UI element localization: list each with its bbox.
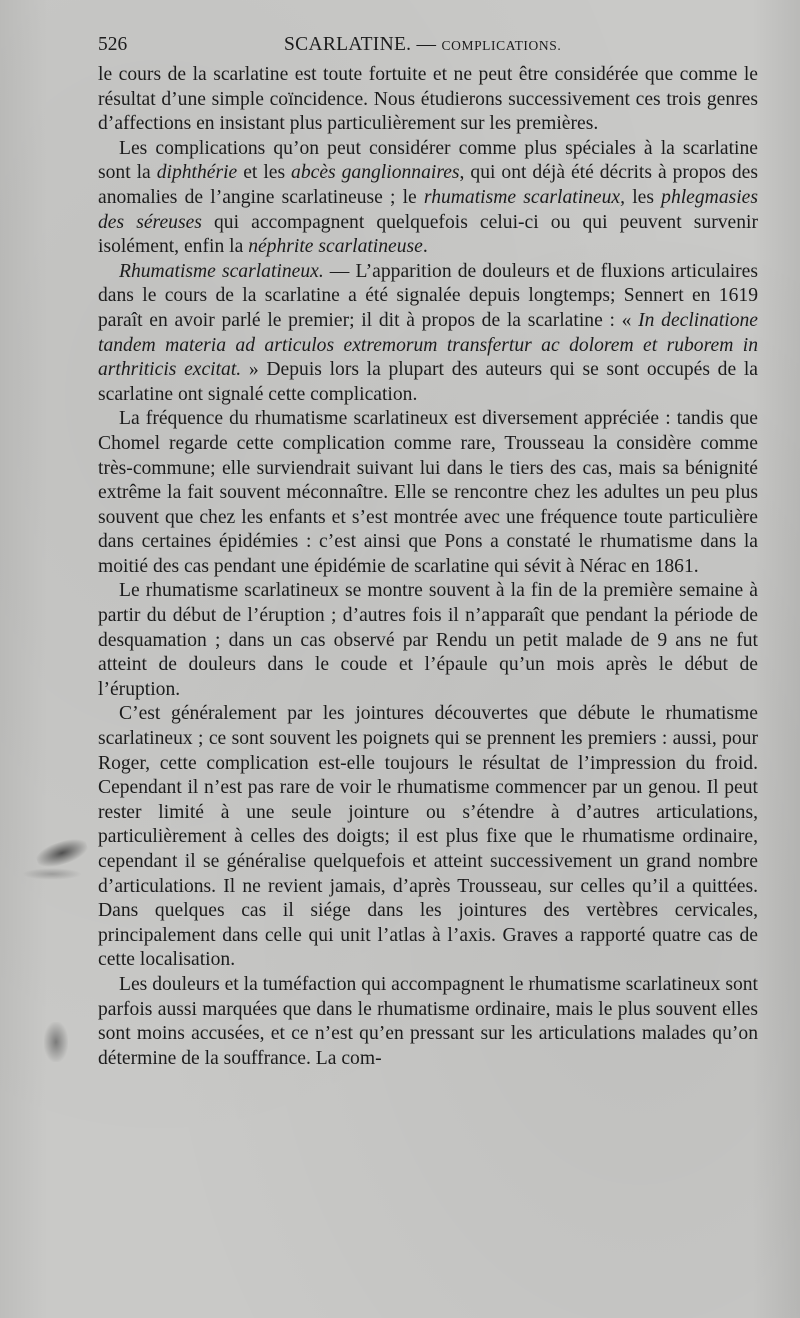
text-run: le cours de la scarlatine est toute fortuite et ne peut être considérée que comme le résultat d’une simple coïncidence. Nous étudierons successivement ces trois genres d’affections en insistant plus particulièrement sur les premières.: [98, 64, 758, 135]
paragraph: [98, 63, 758, 137]
italic-text-run: abcès ganglionnaires: [291, 162, 460, 184]
italic-text-run: néphrite scarlatineuse: [248, 236, 423, 258]
paragraph: [98, 407, 758, 579]
text-run: Les complications qu’on peut considérer comme plus spéciales à la scarlatine sont la: [98, 137, 758, 184]
running-head: [98, 30, 758, 60]
text-run: C’est généralement par les jointures découvertes que débute le rhumatisme scarlatineux ; ce sont souvent les poignets qui se prennent les premiers : aussi, pour Roger, cette complication est-elle toujours le résultat de l’impression du froid. Cependant il n’est pas rare de voir le rhumatisme commencer par un genou. Il peut rester limité à une seule jointure ou s’étendre à d’autres articulations, particulièrement à celles des doigts; il est plus fixe que le rhumatisme ordinaire, cependant il se généralise quelquefois et atteint successivement un grand nombre d’articulations. Il ne revient jamais, d’après Trousseau, sur celles qu’il a quittées. Dans quelques cas il siége dans les jointures des vertèbres cervicales, principalement dans celle qui unit l’atlas à l’axis. Graves a rapporté quatre cas de cette localisation.: [98, 703, 758, 971]
ink-stain: [34, 835, 90, 872]
text-run: les: [625, 186, 662, 208]
text-run: , qui ont déjà été décrits à propos des anomalies de l’angine scarlatineuse ; le: [98, 162, 759, 208]
italic-text-run: rhumatisme scarlatineux,: [423, 186, 626, 208]
text-run: » Depuis lors la plupart des auteurs qui se sont occupés de la scarlatine ont signalé cette complication.: [98, 359, 758, 405]
paragraph: [98, 702, 758, 973]
body-text: [98, 63, 758, 1071]
ink-smudge: [22, 868, 82, 880]
italic-text-run: In declinatione tandem materia ad articulos extremorum transfertur ac dolorem et ruborem in arthriticis excitat.: [98, 309, 758, 381]
text-run: et les: [237, 162, 292, 184]
italic-text-run: phlegmasies des séreuses: [98, 186, 759, 233]
paragraph: [98, 579, 758, 702]
book-page: [98, 30, 758, 1071]
paragraph: [98, 260, 758, 408]
text-run: qui accompagnent quelquefois celui-ci ou qui peuvent survenir isolément, enfin la: [98, 211, 758, 258]
text-run: La fréquence du rhumatisme scarlatineux est diversement appréciée : tandis que Chomel regarde cette complication comme rare, Trousseau la considère comme très-commune; elle surviendrait suivant lui dans le tiers des cas, mais sa bénignité extrême la fait souvent méconnaître. Elle se rencontre chez les adultes un peu plus souvent que chez les enfants et s’est montrée avec une fréquence toute particulière dans certaines épidémies : c’est ainsi que Pons a constaté le rhumatisme dans la moitié des cas pendant une épidémie de scarlatine qui sévit à Nérac en 1861.: [98, 408, 758, 577]
italic-text-run: diphthérie: [156, 162, 238, 184]
paragraph: [98, 973, 758, 1071]
text-run: .: [422, 236, 428, 258]
italic-text-run: Rhumatisme scarlatineux.: [119, 260, 324, 282]
text-run: Les douleurs et la tuméfaction qui accompagnent le rhumatisme scarlatineux sont parfois aussi marquées que dans le rhumatisme ordinaire, mais le plus souvent elles sont moins accusées, et ce n’est qu’en pressant sur les articulations malades qu’on détermine de la souffrance. La com-: [98, 973, 758, 1069]
running-title-main: SCARLATINE. —: [284, 34, 437, 55]
page-number: 526: [98, 34, 128, 55]
ink-stain: [44, 1022, 68, 1062]
running-title-section: COMPLICATIONS.: [441, 38, 562, 53]
paragraph: [98, 137, 758, 260]
running-title: [284, 30, 561, 61]
text-run: — L’apparition de douleurs et de fluxions articulaires dans le cours de la scarlatine a été signalée depuis longtemps; Sennert en 1619 paraît en avoir parlé le premier; il dit à propos de la scarlatine : «: [98, 260, 758, 331]
text-run: Le rhumatisme scarlatineux se montre souvent à la fin de la première semaine à partir du début de l’éruption ; d’autres fois il n’apparaît que pendant la période de desquamation ; dans un cas observé par Rendu un petit malade de 9 ans ne fut atteint de douleurs dans le coude et l’épaule qu’un mois après le début de l’éruption.: [98, 580, 758, 700]
